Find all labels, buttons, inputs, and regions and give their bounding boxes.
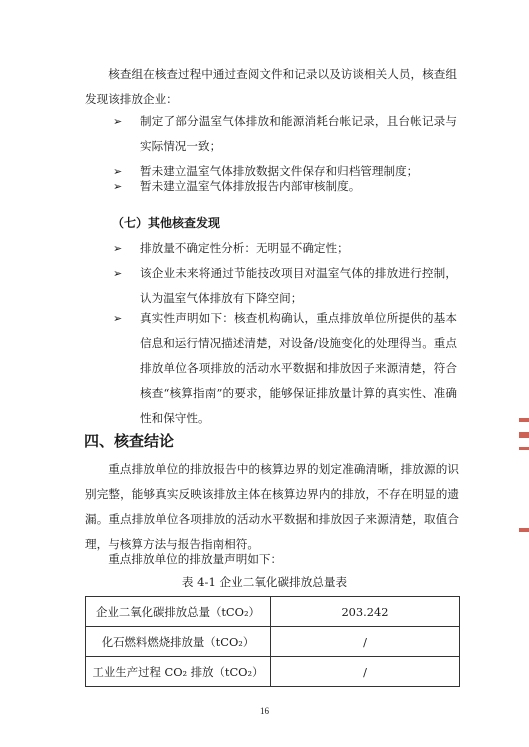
table-caption: 表 4-1 企业二氧化碳排放总量表 bbox=[181, 575, 348, 589]
table-row bbox=[86, 597, 460, 627]
arrow-bullet-icon: ➢ bbox=[113, 115, 123, 128]
seal-stamp-edge bbox=[519, 447, 529, 450]
row-value: / bbox=[271, 657, 460, 687]
other-finding-text: 真实性声明如下：核查机构确认，重点排放单位所提供的基本信息和运行情况描述清楚，对设备/设施变化的处理得当。重点排放单位各项排放的活动水平数据和排放因子来源清楚，符合核查“核算指南”的要求，能够保证排放量计算的真实性、准确性和保守性。 bbox=[140, 311, 457, 425]
seal-stamp-edge bbox=[519, 432, 529, 438]
table-row bbox=[86, 657, 460, 687]
intro-paragraph: 核查组在核查过程中通过查阅文件和记录以及访谈相关人员，核查组发现该排放企业： bbox=[85, 67, 457, 106]
finding-text: 暂未建立温室气体排放报告内部审核制度。 bbox=[140, 179, 361, 193]
other-finding-text: 该企业未来将通过节能技改项目对温室气体的排放进行控制，认为温室气体排放有下降空间； bbox=[140, 266, 457, 305]
arrow-bullet-icon: ➢ bbox=[113, 267, 123, 280]
conclusion-paragraph: 重点排放单位的排放报告中的核算边界的划定准确清晰，排放源的识别完整，能够真实反映该排放主体在核算边界内的排放，不存在明显的遗漏。重点排放单位各项排放的活动水平数据和排放因子来源清楚，取值合理，与核算方法与报告指南相符。 bbox=[85, 462, 459, 551]
arrow-bullet-icon: ➢ bbox=[113, 165, 123, 178]
arrow-bullet-icon: ➢ bbox=[113, 180, 123, 193]
other-finding-item bbox=[113, 236, 457, 261]
other-findings-heading: （七）其他核查发现 bbox=[112, 216, 221, 230]
other-finding-item bbox=[113, 306, 457, 431]
other-finding-text: 排放量不确定性分析：无明显不确定性； bbox=[140, 241, 349, 255]
row-value: 203.242 bbox=[271, 597, 460, 627]
row-label: 化石燃料燃烧排放量（tCO₂） bbox=[86, 627, 271, 657]
arrow-bullet-icon: ➢ bbox=[113, 242, 123, 255]
section-title: 四、核查结论 bbox=[84, 432, 175, 450]
finding-item bbox=[113, 174, 457, 199]
seal-stamp-edge bbox=[519, 528, 529, 532]
seal-stamp-edge bbox=[519, 418, 529, 422]
emissions-table bbox=[85, 596, 460, 687]
finding-text: 暂未建立温室气体排放数据文件保存和归档管理制度； bbox=[140, 164, 419, 178]
row-value: / bbox=[271, 627, 460, 657]
finding-text: 制定了部分温室气体排放和能源消耗台帐记录，且台帐记录与实际情况一致； bbox=[140, 114, 457, 153]
finding-item bbox=[113, 109, 457, 159]
other-finding-item bbox=[113, 261, 457, 311]
row-label: 工业生产过程 CO₂ 排放（tCO₂） bbox=[86, 657, 271, 687]
declaration-intro: 重点排放单位的排放量声明如下： bbox=[108, 552, 283, 566]
row-label: 企业二氧化碳排放总量（tCO₂） bbox=[86, 597, 271, 627]
page-number: 16 bbox=[260, 706, 269, 716]
arrow-bullet-icon: ➢ bbox=[113, 312, 123, 325]
table-row bbox=[86, 627, 460, 657]
